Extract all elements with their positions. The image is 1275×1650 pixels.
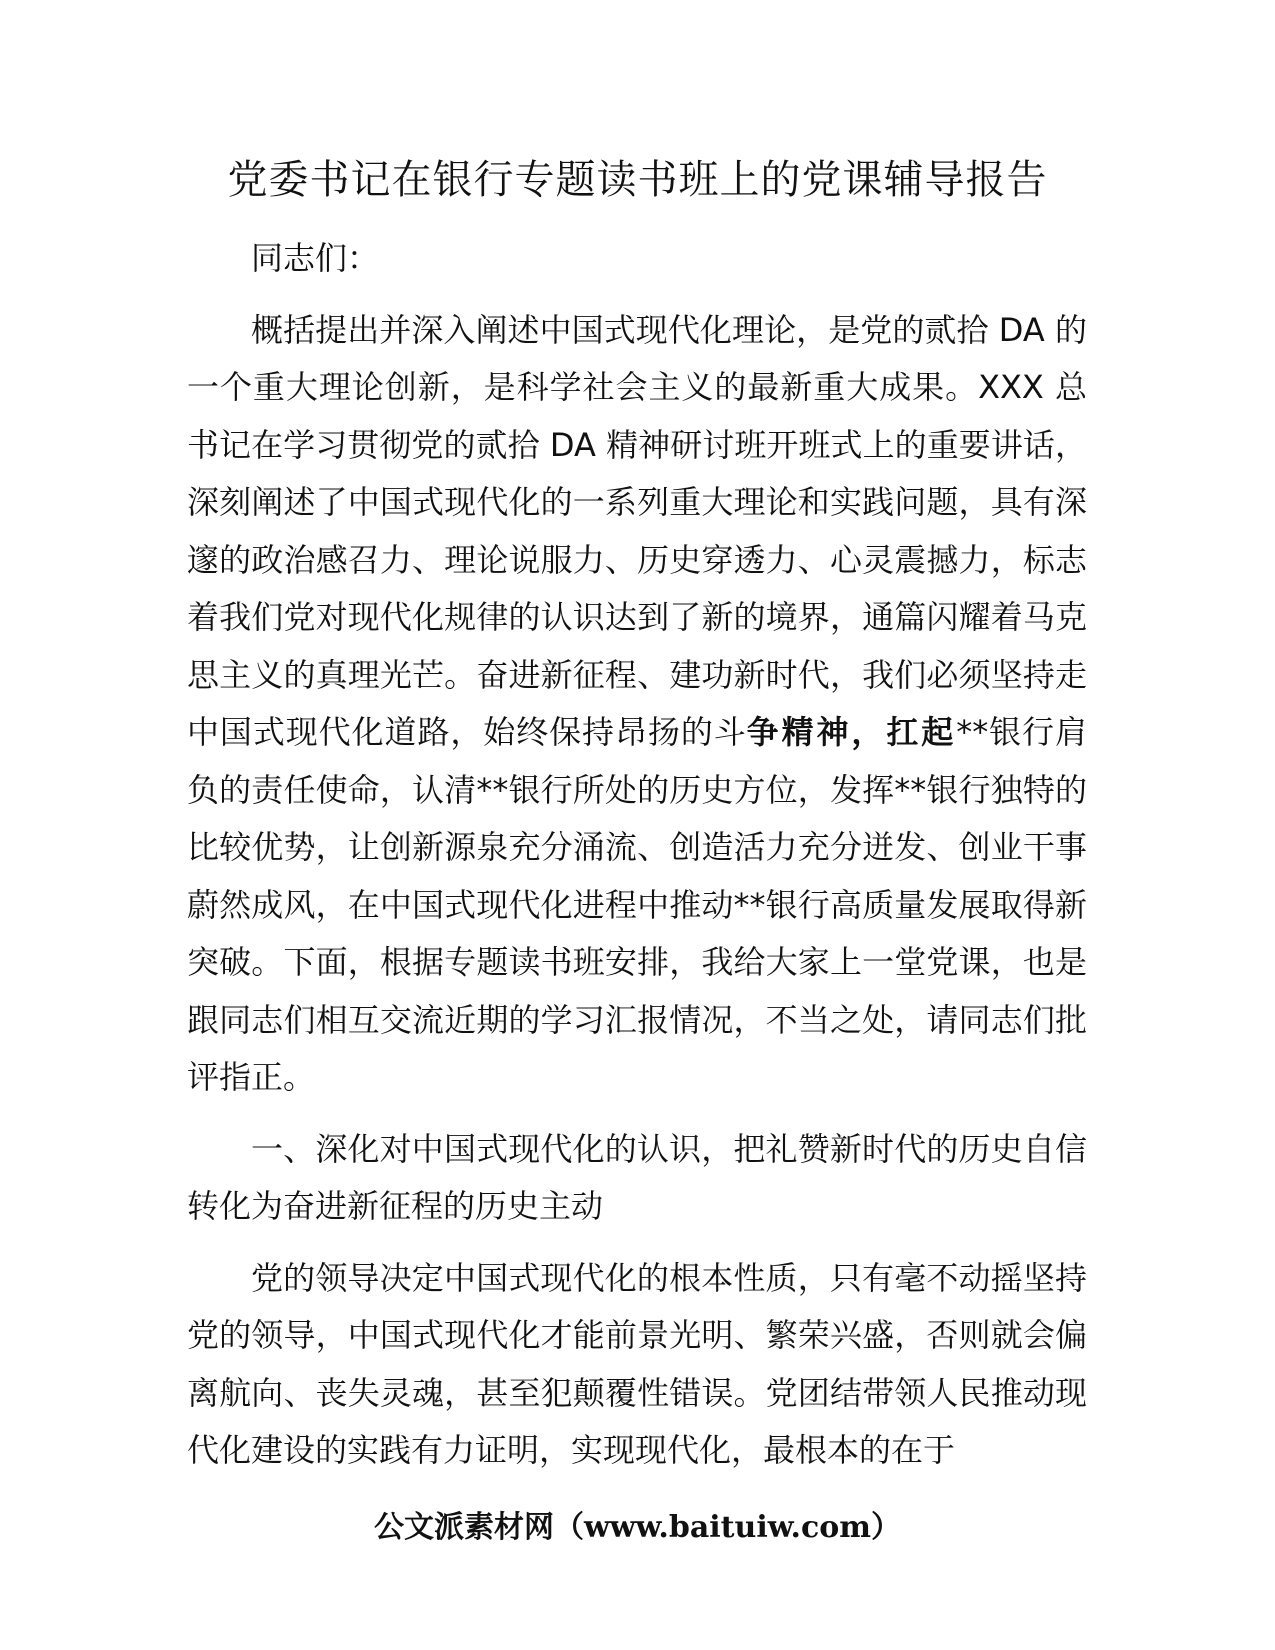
paragraph-intro-part2: **银行肩负的责任使命，认清**银行所处的历史方位，发挥**银行独特的比较优势，让创新源泉充分涌流、创造活力充分迸发、创业干事蔚然成风，在中国式现代化进程中推动**银行高质量发展取得新突破。下面，根据专题读书班安排，我给大家上一堂党课，也是跟同志们相互交流近期的学习汇报情况，不当之处，请同志们批评指正。	[187, 713, 1087, 1096]
footer-watermark: 公文派素材网（www.baituiw.com）	[373, 1510, 902, 1545]
document-title: 党委书记在银行专题读书班上的党课辅导报告	[227, 157, 1048, 203]
salutation: 同志们：	[251, 239, 380, 277]
paragraph-intro-part1: 概括提出并深入阐述中国式现代化理论，是党的贰拾 DA 的一个重大理论创新，是科学社会主义的最新重大成果。XXX 总书记在学习贯彻党的贰拾 DA 精神研讨班开班式上的重要讲话，深刻阐述了中国式现代化的一系列重大理论和实践问题，具有深邃的政治感召力、理论说服力、历史穿透力、心灵震撼力，标志着我们党对现代化规律的认识达到了新的境界，通篇闪耀着马克思主义的真理光芒。奋进新征程、建功新时代，我们必须坚持走中国式现代化道路，始终保持昂扬的斗	[187, 310, 1087, 751]
document-body	[187, 230, 1087, 1480]
paragraph-intro-bold: 争精神，扛起	[746, 713, 957, 751]
section-heading-1: 一、深化对中国式现代化的认识，把礼赞新时代的历史自信转化为奋进新征程的历史主动	[187, 1129, 1087, 1225]
paragraph-party-leadership: 党的领导决定中国式现代化的根本性质，只有毫不动摇坚持党的领导，中国式现代化才能前景光明、繁荣兴盛，否则就会偏离航向、丧失灵魂，甚至犯颠覆性错误。党团结带领人民推动现代化建设的实践有力证明，实现现代化，最根本的在于	[187, 1258, 1087, 1469]
paragraph-intro	[187, 302, 1087, 1107]
